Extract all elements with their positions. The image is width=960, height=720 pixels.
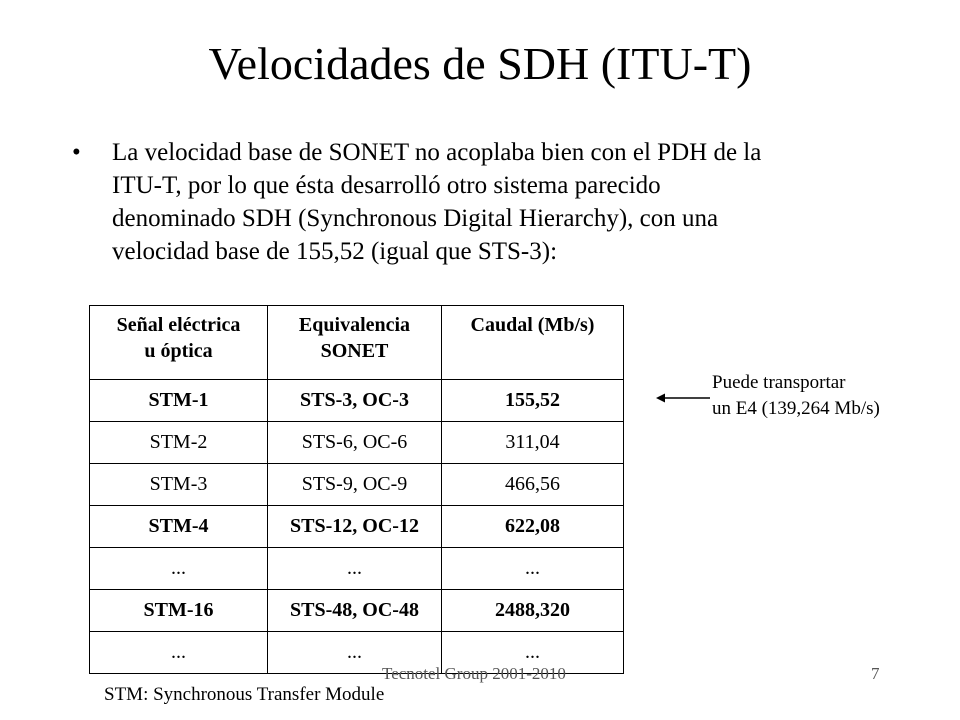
header-line: Señal eléctrica xyxy=(116,314,241,336)
table-cell: STS-9, OC-9 xyxy=(268,464,442,506)
table-row xyxy=(90,380,624,422)
table-cell: ... xyxy=(268,632,442,674)
table-cell: STS-6, OC-6 xyxy=(268,422,442,464)
table-cell: 155,52 xyxy=(442,380,624,422)
table-row xyxy=(90,422,624,464)
table-cell: STM-16 xyxy=(90,590,268,632)
page-number: 7 xyxy=(871,664,880,683)
bullet-line: ITU-T, por lo que ésta desarrolló otro sistema parecido xyxy=(112,172,661,199)
stm-definition-note: STM: Synchronous Transfer Module xyxy=(104,684,385,705)
header-signal xyxy=(90,306,268,380)
annotation-note xyxy=(712,370,880,422)
table-cell: 466,56 xyxy=(442,464,624,506)
table-cell: 2488,320 xyxy=(442,590,624,632)
annotation-line: Puede transportar xyxy=(712,372,846,393)
header-throughput xyxy=(442,306,624,380)
table-cell: ... xyxy=(268,548,442,590)
annotation-line: un E4 (139,264 Mb/s) xyxy=(712,398,880,419)
table-cell: ... xyxy=(442,632,624,674)
table-row xyxy=(90,464,624,506)
slide-title: Velocidades de SDH (ITU-T) xyxy=(208,38,752,89)
table-cell: ... xyxy=(442,548,624,590)
table-row xyxy=(90,506,624,548)
table-cell: ... xyxy=(90,548,268,590)
header-line: Equivalencia xyxy=(298,314,411,336)
table-cell: STS-3, OC-3 xyxy=(268,380,442,422)
header-sonet-equivalence xyxy=(268,306,442,380)
bullet-line: velocidad base de 155,52 (igual que STS-3): xyxy=(112,238,558,265)
header-line: u óptica xyxy=(144,340,213,362)
table-cell: 622,08 xyxy=(442,506,624,548)
header-line: SONET xyxy=(320,340,389,362)
sdh-rates-table xyxy=(89,305,624,674)
footer-text: Tecnotel Group 2001-2010 xyxy=(382,664,566,683)
table-row xyxy=(90,548,624,590)
table-row xyxy=(90,590,624,632)
table-header-row xyxy=(90,306,624,380)
table-cell: STS-48, OC-48 xyxy=(268,590,442,632)
bullet-paragraph xyxy=(72,136,862,268)
header-line: Caudal (Mb/s) xyxy=(470,314,595,336)
bullet-text xyxy=(112,136,862,268)
table-body xyxy=(90,380,624,674)
arrow-left-icon xyxy=(656,392,710,404)
table-cell: ... xyxy=(90,632,268,674)
table-cell: STM-2 xyxy=(90,422,268,464)
table-cell: 311,04 xyxy=(442,422,624,464)
table-cell: STM-1 xyxy=(90,380,268,422)
table-cell: STM-4 xyxy=(90,506,268,548)
bullet-line: La velocidad base de SONET no acoplaba bien con el PDH de la xyxy=(112,139,762,166)
table-cell: STM-3 xyxy=(90,464,268,506)
table-cell: STS-12, OC-12 xyxy=(268,506,442,548)
bullet-line: denominado SDH (Synchronous Digital Hierarchy), con una xyxy=(112,205,719,232)
bullet-icon: • xyxy=(72,139,81,166)
